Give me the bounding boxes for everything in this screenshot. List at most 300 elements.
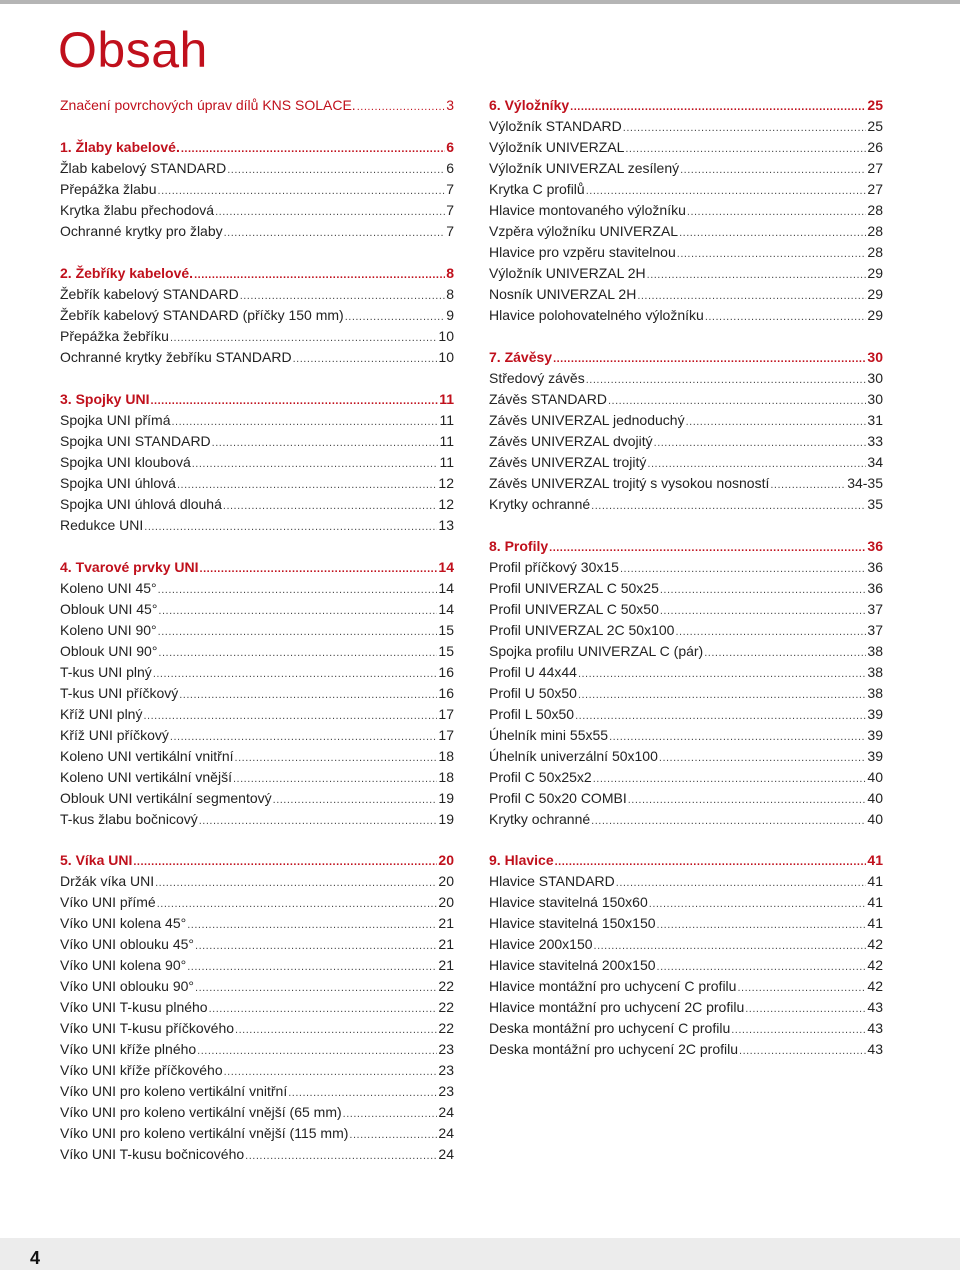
toc-entry-label: Žebřík kabelový STANDARD bbox=[60, 286, 239, 302]
toc-entry-label: Hlavice montovaného výložníku bbox=[489, 202, 686, 218]
toc-leader-dots bbox=[235, 1020, 437, 1041]
toc-leader-dots bbox=[647, 454, 866, 475]
toc-entry-label: 3. Spojky UNI bbox=[60, 391, 150, 407]
toc-entry[interactable] bbox=[489, 452, 883, 473]
toc-entry-label: Hlavice stavitelná 200x150 bbox=[489, 957, 656, 973]
toc-leader-dots bbox=[591, 496, 866, 517]
toc-entry-label: Koleno UNI 90° bbox=[60, 622, 157, 638]
toc-entry[interactable] bbox=[489, 976, 883, 997]
toc-entry-page: 23 bbox=[438, 1041, 454, 1057]
toc-entry-label: Víko UNI přímé bbox=[60, 894, 156, 910]
toc-entry-label: Závěs UNIVERZAL dvojitý bbox=[489, 433, 653, 449]
toc-entry[interactable] bbox=[60, 662, 454, 683]
toc-entry-page: 19 bbox=[438, 790, 454, 806]
toc-entry-label: Oblouk UNI 45° bbox=[60, 601, 158, 617]
toc-leader-dots bbox=[637, 286, 866, 307]
toc-leader-dots bbox=[199, 811, 438, 832]
toc-entry-label: Spojka UNI přímá bbox=[60, 412, 171, 428]
toc-entry[interactable] bbox=[489, 1018, 883, 1039]
toc-entry-label: 9. Hlavice bbox=[489, 852, 554, 868]
toc-leader-dots bbox=[345, 307, 446, 328]
toc-entry-page: 22 bbox=[438, 978, 454, 994]
toc-entry-page: 36 bbox=[867, 538, 883, 554]
toc-entry-page: 37 bbox=[867, 601, 883, 617]
toc-entry-label: Spojka profilu UNIVERZAL C (pár) bbox=[489, 643, 704, 659]
toc-entry-label: Značení povrchových úprav dílů KNS SOLACE. bbox=[60, 97, 356, 113]
toc-leader-dots bbox=[620, 559, 866, 580]
toc-entry[interactable] bbox=[60, 641, 454, 662]
toc-block-section-9 bbox=[489, 850, 883, 1060]
toc-entry-page: 36 bbox=[867, 580, 883, 596]
toc-entry-label: 2. Žebříky kabelové. bbox=[60, 265, 194, 281]
toc-entry-page: 20 bbox=[438, 852, 454, 868]
toc-leader-dots bbox=[158, 601, 437, 622]
toc-entry-page: 43 bbox=[867, 1041, 883, 1057]
toc-entry-label: Žebřík kabelový STANDARD (příčky 150 mm) bbox=[60, 307, 344, 323]
toc-leader-dots bbox=[586, 181, 867, 202]
toc-entry[interactable] bbox=[60, 746, 454, 767]
toc-entry-page: 27 bbox=[867, 181, 883, 197]
toc-entry-label: Víko UNI kolena 45° bbox=[60, 915, 187, 931]
toc-entry-label: Profil UNIVERZAL 2C 50x100 bbox=[489, 622, 675, 638]
toc-leader-dots bbox=[555, 852, 867, 873]
toc-entry[interactable] bbox=[489, 641, 883, 662]
toc-leader-dots bbox=[625, 139, 866, 160]
toc-entry-page: 16 bbox=[438, 685, 454, 701]
toc-entry-label: Spojka UNI úhlová dlouhá bbox=[60, 496, 222, 512]
toc-block-surface bbox=[60, 95, 454, 116]
toc-entry[interactable] bbox=[60, 788, 454, 809]
toc-entry[interactable] bbox=[489, 179, 883, 200]
toc-entry-label: Víko UNI pro koleno vertikální vnitřní bbox=[60, 1083, 288, 1099]
toc-leader-dots bbox=[200, 559, 438, 580]
toc-leader-dots bbox=[195, 936, 437, 957]
toc-leader-dots bbox=[660, 601, 867, 622]
toc-leader-dots bbox=[143, 706, 437, 727]
toc-leader-dots bbox=[181, 139, 445, 160]
toc-entry-label: 7. Závěsy bbox=[489, 349, 553, 365]
toc-entry-page: 39 bbox=[867, 727, 883, 743]
toc-leader-dots bbox=[647, 265, 867, 286]
toc-block-section-5 bbox=[60, 850, 454, 1165]
toc-entry[interactable] bbox=[489, 242, 883, 263]
toc-leader-dots bbox=[657, 957, 867, 978]
toc-entry[interactable] bbox=[489, 788, 883, 809]
toc-entry[interactable] bbox=[489, 410, 883, 431]
toc-entry-page: 23 bbox=[438, 1083, 454, 1099]
toc-entry-page: 37 bbox=[867, 622, 883, 638]
toc-entry-page: 21 bbox=[438, 957, 454, 973]
toc-leader-dots bbox=[675, 622, 866, 643]
toc-leader-dots bbox=[170, 328, 437, 349]
toc-entry[interactable] bbox=[489, 557, 883, 578]
toc-entry-label: 1. Žlaby kabelové. bbox=[60, 139, 180, 155]
toc-leader-dots bbox=[357, 97, 446, 118]
toc-entry-page: 35 bbox=[867, 496, 883, 512]
toc-entry-label: Výložník UNIVERZAL bbox=[489, 139, 625, 155]
toc-entry[interactable] bbox=[60, 871, 454, 892]
toc-entry-label: Víko UNI pro koleno vertikální vnější (115 mm) bbox=[60, 1125, 349, 1141]
toc-entry-label: Spojka UNI STANDARD bbox=[60, 433, 211, 449]
toc-entry-page: 29 bbox=[867, 307, 883, 323]
toc-entry[interactable] bbox=[489, 368, 883, 389]
toc-entry-page: 19 bbox=[438, 811, 454, 827]
toc-leader-dots bbox=[657, 915, 867, 936]
toc-entry-label: Výložník UNIVERZAL 2H bbox=[489, 265, 646, 281]
toc-entry-label: Kříž UNI plný bbox=[60, 706, 143, 722]
toc-entry[interactable] bbox=[60, 1102, 454, 1123]
toc-entry[interactable] bbox=[60, 997, 454, 1018]
toc-entry-label: T-kus UNI plný bbox=[60, 664, 152, 680]
toc-entry-label: Přepážka žlabu bbox=[60, 181, 157, 197]
toc-entry-page: 14 bbox=[438, 601, 454, 617]
toc-entry-page: 8 bbox=[446, 265, 454, 281]
toc-entry[interactable] bbox=[60, 1144, 454, 1165]
toc-leader-dots bbox=[677, 244, 867, 265]
toc-leader-dots bbox=[591, 811, 866, 832]
toc-leader-dots bbox=[594, 936, 867, 957]
toc-entry[interactable] bbox=[60, 704, 454, 725]
toc-entry-label: Kříž UNI příčkový bbox=[60, 727, 169, 743]
toc-entry-page: 41 bbox=[867, 894, 883, 910]
toc-entry-page: 31 bbox=[867, 412, 883, 428]
toc-entry-page: 36 bbox=[867, 559, 883, 575]
toc-entry[interactable] bbox=[60, 158, 454, 179]
toc-entry-page: 38 bbox=[867, 664, 883, 680]
toc-entry[interactable] bbox=[60, 221, 454, 242]
toc-entry-page: 43 bbox=[867, 1020, 883, 1036]
toc-entry-label: Hlavice polohovatelného výložníku bbox=[489, 307, 704, 323]
toc-entry-page: 11 bbox=[439, 433, 454, 449]
toc-entry-label: 5. Víka UNI bbox=[60, 852, 133, 868]
toc-leader-dots bbox=[745, 999, 866, 1020]
toc-entry-label: Víko UNI T-kusu bočnicového bbox=[60, 1146, 245, 1162]
toc-entry-page: 9 bbox=[446, 307, 454, 323]
toc-entry-page: 7 bbox=[446, 202, 454, 218]
toc-leader-dots bbox=[731, 1020, 866, 1041]
toc-entry-label: Nosník UNIVERZAL 2H bbox=[489, 286, 637, 302]
toc-entry[interactable] bbox=[60, 305, 454, 326]
toc-entry-page: 30 bbox=[867, 349, 883, 365]
toc-entry[interactable] bbox=[60, 347, 454, 368]
toc-entry-label: Držák víka UNI bbox=[60, 873, 155, 889]
toc-entry[interactable] bbox=[60, 494, 454, 515]
toc-leader-dots bbox=[578, 685, 866, 706]
toc-entry-page: 43 bbox=[867, 999, 883, 1015]
toc-entry-label: 8. Profily bbox=[489, 538, 549, 554]
toc-entry[interactable] bbox=[489, 767, 883, 788]
toc-leader-dots bbox=[687, 202, 867, 223]
toc-entry-label: Hlavice pro vzpěru stavitelnou bbox=[489, 244, 676, 260]
toc-entry[interactable] bbox=[489, 871, 883, 892]
toc-entry-page: 11 bbox=[439, 454, 454, 470]
toc-entry-page: 8 bbox=[446, 286, 454, 302]
toc-entry-page: 15 bbox=[438, 643, 454, 659]
toc-entry-label: Víko UNI pro koleno vertikální vnější (65 mm) bbox=[60, 1104, 342, 1120]
toc-leader-dots bbox=[150, 391, 438, 412]
footer-band bbox=[0, 1238, 960, 1270]
toc-leader-dots bbox=[158, 580, 438, 601]
toc-leader-dots bbox=[649, 894, 867, 915]
toc-leader-dots bbox=[616, 873, 867, 894]
toc-block-section-7 bbox=[489, 347, 883, 515]
toc-entry-page: 11 bbox=[439, 391, 454, 407]
toc-entry[interactable] bbox=[489, 1039, 883, 1060]
toc-entry-page: 7 bbox=[446, 181, 454, 197]
toc-entry[interactable] bbox=[489, 158, 883, 179]
toc-entry-page: 17 bbox=[438, 706, 454, 722]
page-number: 4 bbox=[30, 1248, 41, 1268]
toc-entry-page: 30 bbox=[867, 391, 883, 407]
toc-entry-page: 13 bbox=[438, 517, 454, 533]
toc-leader-dots bbox=[223, 496, 438, 517]
toc-entry[interactable] bbox=[60, 1039, 454, 1060]
toc-entry-label: Deska montážní pro uchycení 2C profilu bbox=[489, 1041, 739, 1057]
toc-entry-label: Redukce UNI bbox=[60, 517, 144, 533]
toc-block-section-6 bbox=[489, 95, 883, 326]
toc-entry-page: 27 bbox=[867, 160, 883, 176]
toc-entry[interactable] bbox=[60, 599, 454, 620]
toc-leader-dots bbox=[680, 160, 866, 181]
toc-entry-page: 17 bbox=[438, 727, 454, 743]
toc-entry[interactable] bbox=[489, 662, 883, 683]
toc-entry[interactable] bbox=[489, 704, 883, 725]
toc-entry[interactable] bbox=[60, 1060, 454, 1081]
toc-entry-page: 23 bbox=[438, 1062, 454, 1078]
toc-entry[interactable] bbox=[489, 746, 883, 767]
toc-entry-label: Krytka žlabu přechodová bbox=[60, 202, 215, 218]
toc-entry[interactable] bbox=[60, 976, 454, 997]
toc-entry[interactable] bbox=[489, 137, 883, 158]
toc-entry-page: 42 bbox=[867, 957, 883, 973]
toc-entry-page: 18 bbox=[438, 748, 454, 764]
toc-entry-label: Závěs UNIVERZAL jednoduchý bbox=[489, 412, 685, 428]
toc-block-section-3 bbox=[60, 389, 454, 536]
toc-entry[interactable] bbox=[60, 934, 454, 955]
toc-entry[interactable] bbox=[489, 263, 883, 284]
toc-entry[interactable] bbox=[60, 1081, 454, 1102]
toc-entry[interactable] bbox=[60, 200, 454, 221]
toc-entry-page: 14 bbox=[438, 580, 454, 596]
toc-entry[interactable] bbox=[60, 95, 454, 116]
toc-leader-dots bbox=[133, 852, 437, 873]
toc-entry-page: 41 bbox=[867, 915, 883, 931]
toc-entry-label: Hlavice 200x150 bbox=[489, 936, 593, 952]
toc-entry[interactable] bbox=[60, 515, 454, 536]
toc-entry[interactable] bbox=[489, 578, 883, 599]
toc-entry[interactable] bbox=[489, 913, 883, 934]
toc-entry-label: Víko UNI oblouku 45° bbox=[60, 936, 195, 952]
toc-leader-dots bbox=[293, 349, 438, 370]
toc-entry-page: 33 bbox=[867, 433, 883, 449]
toc-entry[interactable] bbox=[60, 410, 454, 431]
toc-leader-dots bbox=[737, 978, 866, 999]
toc-entry-label: Závěs UNIVERZAL trojitý bbox=[489, 454, 647, 470]
toc-entry[interactable] bbox=[489, 934, 883, 955]
toc-entry-page: 10 bbox=[438, 328, 454, 344]
toc-entry[interactable] bbox=[489, 725, 883, 746]
toc-entry[interactable] bbox=[60, 809, 454, 830]
toc-entry[interactable] bbox=[60, 955, 454, 976]
toc-entry[interactable] bbox=[60, 326, 454, 347]
toc-entry-label: Víko UNI oblouku 90° bbox=[60, 978, 195, 994]
toc-leader-dots bbox=[586, 370, 867, 391]
toc-entry-page: 30 bbox=[867, 370, 883, 386]
toc-leader-dots bbox=[233, 769, 437, 790]
toc-entry[interactable] bbox=[489, 892, 883, 913]
toc-entry-page: 21 bbox=[438, 936, 454, 952]
toc-entry[interactable] bbox=[489, 620, 883, 641]
toc-leader-dots bbox=[212, 433, 439, 454]
toc-entry[interactable] bbox=[60, 892, 454, 913]
toc-entry[interactable] bbox=[489, 473, 883, 494]
toc-leader-dots bbox=[654, 433, 867, 454]
toc-entry[interactable] bbox=[489, 389, 883, 410]
toc-block-section-2 bbox=[60, 263, 454, 368]
toc-leader-dots bbox=[609, 727, 866, 748]
toc-entry[interactable] bbox=[489, 200, 883, 221]
toc-leader-dots bbox=[177, 475, 437, 496]
toc-entry[interactable] bbox=[489, 955, 883, 976]
toc-block-section-1 bbox=[60, 137, 454, 242]
toc-entry-label: Koleno UNI vertikální vnější bbox=[60, 769, 232, 785]
toc-entry-label: Závěs UNIVERZAL trojitý s vysokou nosností bbox=[489, 475, 770, 491]
toc-entry[interactable] bbox=[60, 431, 454, 452]
toc-entry[interactable] bbox=[489, 284, 883, 305]
toc-entry[interactable] bbox=[60, 725, 454, 746]
toc-leader-dots bbox=[170, 727, 438, 748]
toc-leader-dots bbox=[739, 1041, 866, 1062]
toc-section-heading[interactable] bbox=[489, 347, 883, 368]
toc-section-heading[interactable] bbox=[60, 137, 454, 158]
toc-entry-label: Krytky ochranné bbox=[489, 811, 591, 827]
toc-entry[interactable] bbox=[60, 767, 454, 788]
toc-entry[interactable] bbox=[489, 431, 883, 452]
toc-leader-dots bbox=[227, 160, 445, 181]
toc-entry[interactable] bbox=[489, 305, 883, 326]
toc-entry-label: T-kus žlabu bočnicový bbox=[60, 811, 198, 827]
toc-entry[interactable] bbox=[489, 809, 883, 830]
toc-entry-label: 4. Tvarové prvky UNI bbox=[60, 559, 199, 575]
toc-entry-label: Oblouk UNI vertikální segmentový bbox=[60, 790, 272, 806]
toc-entry-label: Výložník UNIVERZAL zesílený bbox=[489, 160, 680, 176]
toc-leader-dots bbox=[158, 622, 438, 643]
toc-entry-label: Hlavice montážní pro uchycení C profilu bbox=[489, 978, 737, 994]
toc-entry[interactable] bbox=[489, 221, 883, 242]
toc-leader-dots bbox=[273, 790, 438, 811]
toc-entry-label: Profil U 50x50 bbox=[489, 685, 577, 701]
toc-entry-page: 41 bbox=[867, 873, 883, 889]
toc-leader-dots bbox=[553, 349, 866, 370]
toc-leader-dots bbox=[224, 223, 446, 244]
toc-entry-page: 25 bbox=[867, 118, 883, 134]
toc-leader-dots bbox=[578, 664, 866, 685]
toc-entry-page: 38 bbox=[867, 643, 883, 659]
toc-entry-page: 40 bbox=[867, 790, 883, 806]
toc-entry[interactable] bbox=[489, 494, 883, 515]
toc-entry[interactable] bbox=[60, 1123, 454, 1144]
toc-entry-page: 3 bbox=[446, 97, 454, 113]
toc-leader-dots bbox=[570, 97, 866, 118]
toc-block-section-4 bbox=[60, 557, 454, 830]
toc-entry-page: 22 bbox=[438, 1020, 454, 1036]
toc-entry-page: 21 bbox=[438, 915, 454, 931]
toc-entry[interactable] bbox=[60, 284, 454, 305]
toc-leader-dots bbox=[224, 1062, 438, 1083]
toc-entry[interactable] bbox=[60, 473, 454, 494]
page-title: Obsah bbox=[58, 22, 208, 78]
toc-leader-dots bbox=[158, 181, 446, 202]
toc-entry[interactable] bbox=[60, 578, 454, 599]
toc-entry-label: Hlavice stavitelná 150x150 bbox=[489, 915, 656, 931]
toc-entry[interactable] bbox=[60, 452, 454, 473]
toc-entry-page: 20 bbox=[438, 894, 454, 910]
toc-section-heading[interactable] bbox=[489, 850, 883, 871]
toc-entry-page: 15 bbox=[438, 622, 454, 638]
toc-leader-dots bbox=[623, 118, 867, 139]
toc-entry-page: 6 bbox=[446, 139, 454, 155]
toc-leader-dots bbox=[187, 957, 437, 978]
toc-entry-page: 38 bbox=[867, 685, 883, 701]
toc-entry-label: Profil U 44x44 bbox=[489, 664, 577, 680]
toc-entry-page: 14 bbox=[438, 559, 454, 575]
toc-entry-label: Žlab kabelový STANDARD bbox=[60, 160, 227, 176]
toc-entry-label: Úhelník mini 55x55 bbox=[489, 727, 609, 743]
toc-leader-dots bbox=[158, 643, 437, 664]
toc-entry[interactable] bbox=[489, 683, 883, 704]
toc-entry-label: Víko UNI kříže příčkového bbox=[60, 1062, 223, 1078]
toc-entry[interactable] bbox=[60, 620, 454, 641]
toc-leader-dots bbox=[288, 1083, 437, 1104]
toc-leader-dots bbox=[343, 1104, 438, 1125]
toc-entry-page: 16 bbox=[438, 664, 454, 680]
toc-section-heading[interactable] bbox=[60, 389, 454, 410]
toc-leader-dots bbox=[171, 412, 438, 433]
toc-entry-label: T-kus UNI příčkový bbox=[60, 685, 179, 701]
toc-leader-dots bbox=[195, 978, 437, 999]
toc-leader-dots bbox=[194, 265, 445, 286]
toc-entry[interactable] bbox=[489, 599, 883, 620]
toc-entry-page: 24 bbox=[438, 1104, 454, 1120]
toc-section-heading[interactable] bbox=[60, 557, 454, 578]
toc-leader-dots bbox=[157, 894, 438, 915]
toc-entry-label: Oblouk UNI 90° bbox=[60, 643, 158, 659]
toc-entry-label: Úhelník univerzální 50x100 bbox=[489, 748, 658, 764]
toc-entry-page: 7 bbox=[446, 223, 454, 239]
toc-leader-dots bbox=[575, 706, 866, 727]
toc-entry[interactable] bbox=[60, 683, 454, 704]
toc-entry[interactable] bbox=[489, 997, 883, 1018]
toc-entry-label: Vzpěra výložníku UNIVERZAL bbox=[489, 223, 679, 239]
toc-entry[interactable] bbox=[489, 116, 883, 137]
toc-leader-dots bbox=[593, 769, 867, 790]
toc-section-heading[interactable] bbox=[60, 263, 454, 284]
toc-entry-page: 42 bbox=[867, 936, 883, 952]
toc-entry-label: Krytka C profilů bbox=[489, 181, 585, 197]
toc-leader-dots bbox=[705, 307, 867, 328]
toc-section-heading[interactable] bbox=[489, 536, 883, 557]
toc-entry[interactable] bbox=[60, 913, 454, 934]
toc-section-heading[interactable] bbox=[489, 95, 883, 116]
toc-entry[interactable] bbox=[60, 179, 454, 200]
toc-entry-label: Víko UNI T-kusu plného bbox=[60, 999, 208, 1015]
toc-section-heading[interactable] bbox=[60, 850, 454, 871]
toc-entry-label: Ochranné krytky pro žlaby bbox=[60, 223, 223, 239]
toc-entry-label: Závěs STANDARD bbox=[489, 391, 607, 407]
toc-entry-page: 18 bbox=[438, 769, 454, 785]
toc-entry[interactable] bbox=[60, 1018, 454, 1039]
toc-entry-label: Koleno UNI vertikální vnitřní bbox=[60, 748, 234, 764]
